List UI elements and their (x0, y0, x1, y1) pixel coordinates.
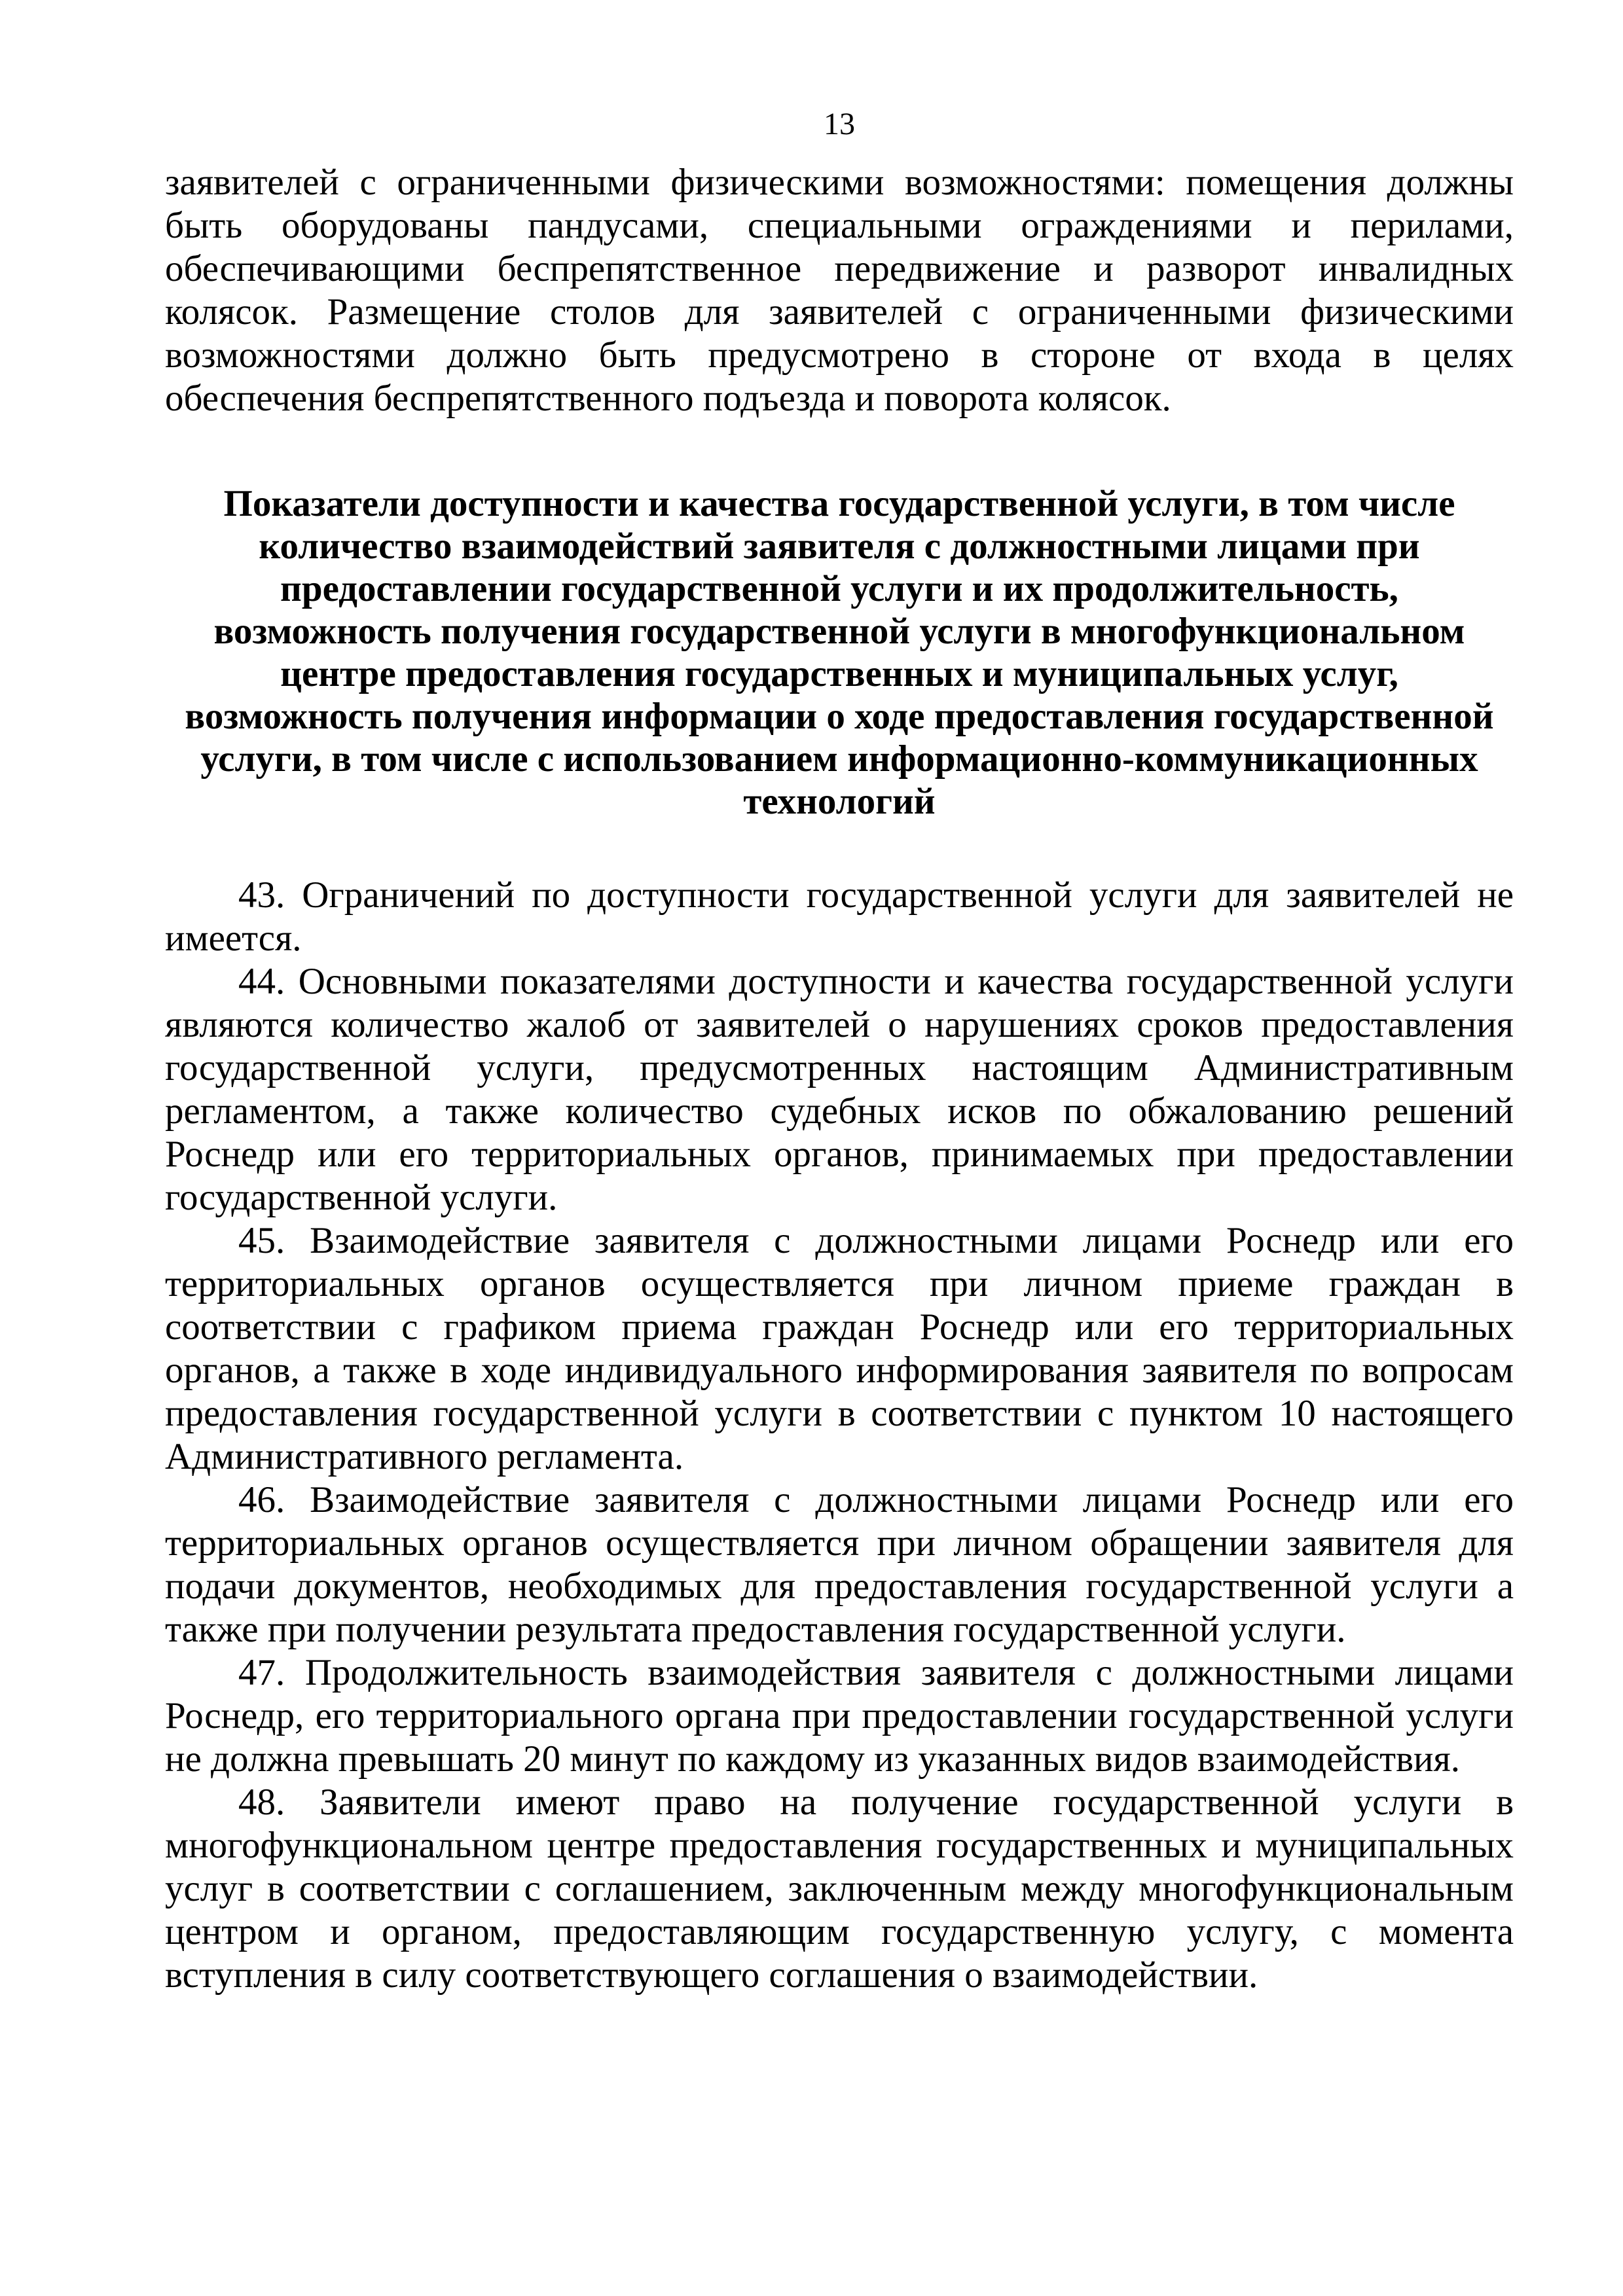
document-page (165, 105, 1514, 1997)
paragraph-45: 45. Взаимодействие заявителя с должностными лицами Роснедр или его территориальных органов осуществляется при личном приеме граждан в соответствии с графиком приема граждан Роснедр или его территориальных органов, а также в ходе индивидуального информирования заявителя по вопросам предоставления государственной услуги в соответствии с пунктом 10 настоящего Административного регламента. (165, 1220, 1514, 1477)
paragraph-47: 47. Продолжительность взаимодействия заявителя с должностными лицами Роснедр, его территориального органа при предоставлении государственной услуги не должна превышать 20 минут по каждому из указанных видов взаимодействия. (165, 1652, 1514, 1780)
paragraph-48: 48. Заявители имеют право на получение государственной услуги в многофункциональном центре предоставления государственных и муниципальных услуг в соответствии с соглашением, заключенным между многофункциональным центром и органом, предоставляющим государственную услугу, с момента вступления в силу соответствующего соглашения о взаимодействии. (165, 1782, 1514, 1996)
section-heading-line: центре предоставления государственных и муниципальных услуг, (280, 653, 1398, 694)
section-heading-line: услуги, в том числе с использованием информационно-коммуникационных (200, 738, 1478, 780)
paragraph-44: 44. Основными показателями доступности и качества государственной услуги являются количество жалоб от заявителей о нарушениях сроков предоставления государственной услуги, предусмотренных настоящим Административным регламентом, а также количество судебных исков по обжалованию решений Роснедр или его территориальных органов, принимаемых при предоставлении государственной услуги. (165, 961, 1514, 1218)
section-heading-line: технологий (743, 781, 936, 822)
section-heading-line: возможность получения государственной услуги в многофункциональном (213, 611, 1465, 652)
paragraph-46: 46. Взаимодействие заявителя с должностными лицами Роснедр или его территориальных органов осуществляется при личном обращении заявителя для подачи документов, необходимых для предоставления государственной услуги а также при получении результата предоставления государственной услуги. (165, 1479, 1514, 1650)
section-heading-line: предоставлении государственной услуги и их продолжительность, (280, 568, 1398, 609)
page-number: 13 (824, 107, 855, 141)
section-heading (165, 482, 1514, 823)
intro-paragraph: заявителей с ограниченными физическими возможностями: помещения должны быть оборудованы пандусами, специальными ограждениями и перилами, обеспечивающими беспрепятственное передвижение и разворот инвалидных колясок. Размещение столов для заявителей с ограниченными физическими возможностями должно быть предусмотрено в стороне от входа в целях обеспечения беспрепятственного подъезда и поворота колясок. (165, 162, 1514, 419)
section-heading-line: возможность получения информации о ходе предоставления государственной (185, 696, 1494, 737)
paragraph-43: 43. Ограничений по доступности государственной услуги для заявителей не имеется. (165, 874, 1514, 959)
section-heading-line: Показатели доступности и качества государственной услуги, в том числе (223, 483, 1455, 524)
section-heading-line: количество взаимодействий заявителя с должностными лицами при (259, 526, 1420, 567)
